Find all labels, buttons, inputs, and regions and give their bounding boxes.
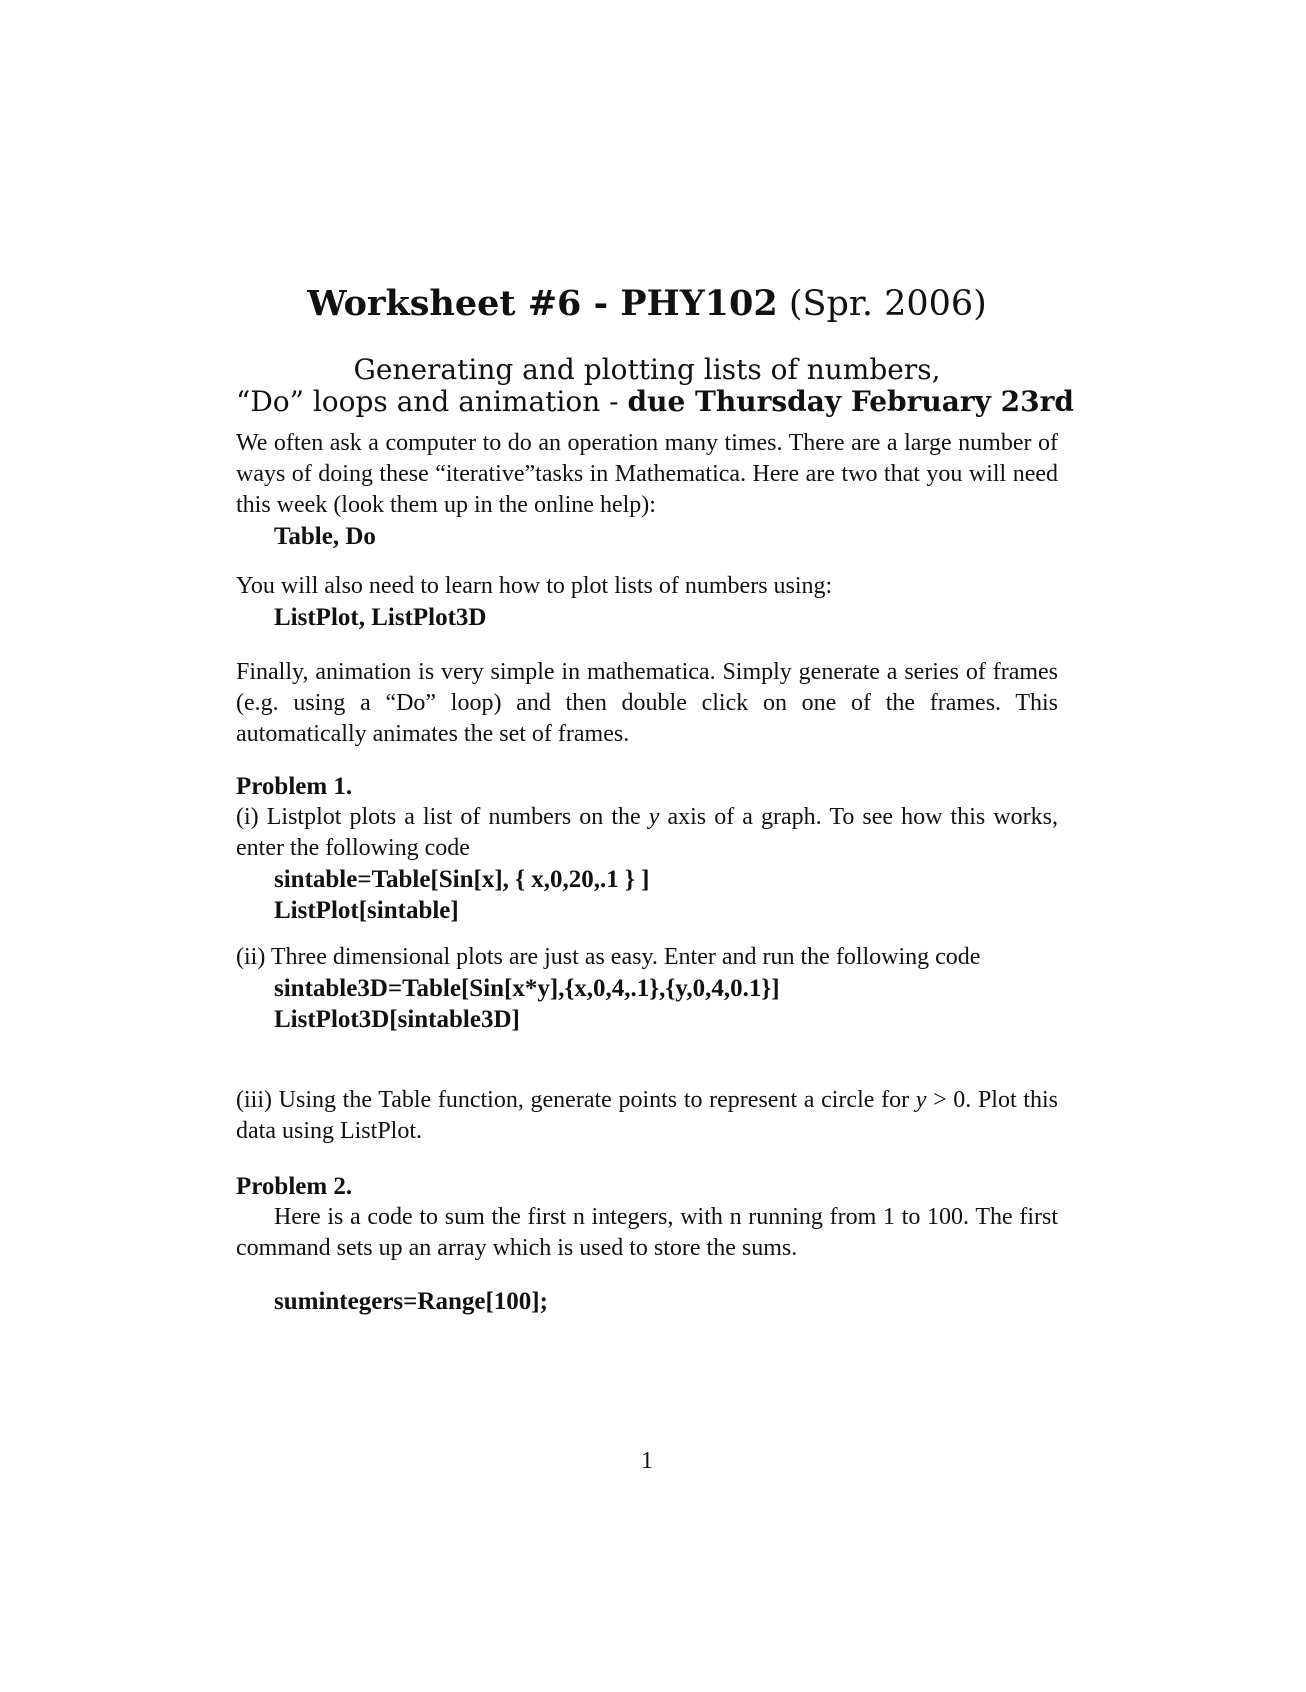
- page-title: [236, 282, 1058, 326]
- page-number: 1: [641, 1448, 653, 1474]
- code-sumintegers: sumintegers=Range[100];: [274, 1288, 548, 1315]
- intro-section: [236, 428, 1058, 552]
- title-main: Worksheet #6 - PHY102: [307, 283, 778, 324]
- animation-section: [236, 657, 1058, 750]
- subtitle-topic: “Do” loops and animation -: [236, 385, 628, 418]
- intro-paragraph-2: You will also need to learn how to plot lists of numbers using:: [236, 573, 833, 599]
- problem-1-heading: Problem 1.: [236, 773, 353, 800]
- code-listplot-sintable: ListPlot[sintable]: [274, 897, 459, 924]
- intro-code-table-do: Table, Do: [274, 523, 376, 550]
- intro-code-listplot: ListPlot, ListPlot3D: [274, 604, 487, 631]
- problem-2-code-block: [236, 1286, 1058, 1317]
- problem-1-part-iii-section: [236, 1085, 1058, 1147]
- due-date: due Thursday February 23rd: [627, 385, 1074, 418]
- code-sintable: sintable=Table[Sin[x], { x,0,20,.1 } ]: [274, 866, 650, 893]
- problem-2-text: Here is a code to sum the first n integers, with n running from 1 to 100. The first command sets up an array which is used to store the sums.: [236, 1204, 1058, 1261]
- document-page: [236, 0, 1074, 1692]
- problem-1-part-iii-text-b: > 0. Plot this data using ListPlot.: [236, 1087, 1058, 1144]
- problem-1-part-iii: [236, 1085, 1058, 1147]
- code-sintable3d: sintable3D=Table[Sin[x*y],{x,0,4,.1},{y,0,4,0.1}]: [274, 975, 780, 1002]
- plotting-section: [236, 571, 1058, 633]
- subtitle-line-2: [236, 385, 1074, 418]
- page-subtitle: [236, 353, 1074, 418]
- code-listplot3d: ListPlot3D[sintable3D]: [274, 1006, 520, 1033]
- problem-1-part-ii: (ii) Three dimensional plots are just as easy. Enter and run the following code: [236, 944, 981, 970]
- problem-1-part-i: [236, 802, 1058, 864]
- problem-1-part-i-text-a: (i) Listplot plots a list of numbers on the: [236, 804, 649, 830]
- problem-2-heading: Problem 2.: [236, 1173, 353, 1200]
- variable-y: y: [648, 804, 660, 830]
- problem-1-part-i-text-b: axis of a graph. To see how this works, enter the following code: [236, 804, 1058, 861]
- intro-paragraph-3: Finally, animation is very simple in mathematica. Simply generate a series of frames (e.g. using a “Do” loop) and then double click on one of the frames. This automatically animates the set of frames.: [236, 659, 1058, 747]
- problem-1-section: [236, 771, 1058, 926]
- title-term: (Spr. 2006): [788, 284, 987, 324]
- problem-1-part-iii-text-a: (iii) Using the Table function, generate points to represent a circle for: [236, 1087, 916, 1113]
- subtitle-line-1: Generating and plotting lists of numbers,: [353, 353, 941, 386]
- problem-2-section: [236, 1171, 1058, 1264]
- intro-paragraph-1: We often ask a computer to do an operation many times. There are a large number of ways of doing these “iterative”tasks in Mathematica. Here are two that you will need this week (look them up in the online help):: [236, 430, 1058, 518]
- variable-y: y: [915, 1087, 927, 1113]
- problem-1-part-ii-section: [236, 942, 1058, 1035]
